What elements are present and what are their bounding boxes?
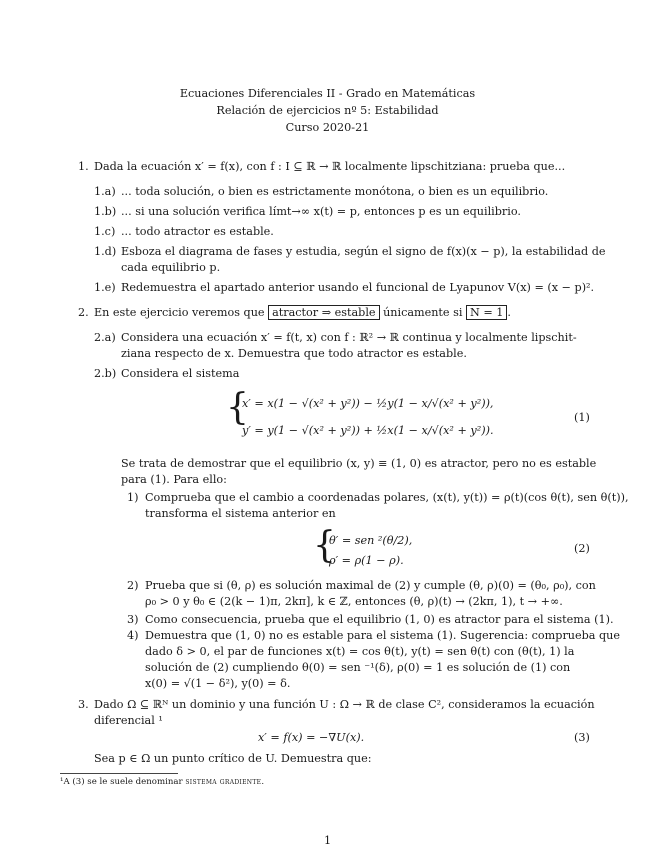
footnote-end: . <box>261 777 265 787</box>
footnote-smallcaps: sistema gradiente <box>185 777 262 786</box>
ex2b-text: Considera el sistema <box>121 367 240 380</box>
system1-brace: { <box>226 387 249 428</box>
footnote-mark: ¹ <box>60 777 64 787</box>
page-number: 1 <box>323 834 332 847</box>
ex2b-label: 2.b) <box>94 367 117 380</box>
footnote-rule <box>60 773 178 774</box>
ex1-item-label: 1.d) <box>94 245 117 258</box>
ex1-item-text: Redemuestra el apartado anterior usando el funcional de Lyapunov V(x) = (x − p)². <box>121 281 595 294</box>
ex3-text: Dado Ω ⊆ ℝᴺ un dominio y una función U : Ω → ℝ de clase C², consideramos la ecuación <box>94 698 595 711</box>
sub-text-cont: x(0) = √(1 − δ²), y(0) = δ. <box>145 677 291 690</box>
sub-label: 4) <box>127 629 139 642</box>
system2-line1: θ′ = sen ²(θ/2), <box>329 534 413 547</box>
sub-label: 1) <box>127 491 139 504</box>
system2-tag: (2) <box>574 542 590 555</box>
ex2-intro-end: . <box>507 306 511 319</box>
header-line-2: Relación de ejercicios nº 5: Estabilidad <box>216 104 439 117</box>
ex3-equation-tag: (3) <box>574 731 590 744</box>
ex1-intro: Dada la ecuación x′ = f(x), con f : I ⊆ ℝ → ℝ localmente lipschitziana: prueba que... <box>94 160 566 173</box>
sub-text-cont: dado δ > 0, el par de funciones x(t) = cos θ(t), y(t) = sen θ(t) con (θ(t), 1) la <box>145 645 575 658</box>
sub-text-cont: solución de (2) cumpliendo θ(0) = sen ⁻¹(δ), ρ(0) = 1 es solución de (1) con <box>145 661 571 674</box>
sub-text: Comprueba que el cambio a coordenadas polares, (x(t), y(t)) = ρ(t)(cos θ(t), sen θ(t)), <box>145 491 629 504</box>
ex1-item-text-cont: cada equilibrio p. <box>121 261 221 274</box>
ex2-intro-mid: únicamente si <box>383 306 463 319</box>
ex2b-para: Se trata de demostrar que el equilibrio (x, y) ≡ (1, 0) es atractor, pero no es estable <box>121 457 597 470</box>
ex1-item-text: ... todo atractor es estable. <box>121 225 274 238</box>
ex2a-text-cont: ziana respecto de x. Demuestra que todo atractor es estable. <box>121 347 467 360</box>
ex2-number: 2. <box>78 306 89 319</box>
ex1-number: 1. <box>78 160 89 173</box>
ex2a-text: Considera una ecuación x′ = f(t, x) con f : ℝ² → ℝ continua y localmente lipschit- <box>121 331 577 344</box>
ex3-last: Sea p ∈ Ω un punto crítico de U. Demuestra que: <box>94 752 372 765</box>
sub-text-cont: transforma el sistema anterior en <box>145 507 336 520</box>
sub-text: Prueba que si (θ, ρ) es solución maximal de (2) y cumple (θ, ρ)(0) = (θ₀, ρ₀), con <box>145 579 596 592</box>
ex1-item-label: 1.a) <box>94 185 116 198</box>
system2-brace: { <box>313 525 336 566</box>
header-line-3: Curso 2020-21 <box>285 121 370 134</box>
header-line-1: Ecuaciones Diferenciales II - Grado en Matemáticas <box>179 87 476 100</box>
ex3-text-cont: diferencial ¹ <box>94 714 163 727</box>
footnote <box>60 776 264 788</box>
sub-text-cont: ρ₀ > 0 y θ₀ ∈ (2(k − 1)π, 2kπ], k ∈ ℤ, entonces (θ, ρ)(t) → (2kπ, 1), t → +∞. <box>145 595 563 608</box>
ex1-item-text: Esboza el diagrama de fases y estudia, según el signo de f(x)(x − p), la estabilidad de <box>121 245 606 258</box>
ex2-box-n: N = 1 <box>466 305 507 320</box>
system2-line2: ρ′ = ρ(1 − ρ). <box>329 554 404 567</box>
ex2-intro <box>94 305 511 320</box>
ex2-intro-pre: En este ejercicio veremos que <box>94 306 265 319</box>
sub-text: Como consecuencia, prueba que el equilibrio (1, 0) es atractor para el sistema (1). <box>145 613 614 626</box>
ex2b-para-cont: para (1). Para ello: <box>121 473 227 486</box>
sub-label: 3) <box>127 613 139 626</box>
system1-line2: y′ = y(1 − √(x² + y²)) + ½x(1 − x/√(x² + y²)). <box>242 424 494 437</box>
ex1-item-label: 1.c) <box>94 225 116 238</box>
footnote-text: A (3) se le suele denominar <box>63 777 186 787</box>
system1-line1: x′ = x(1 − √(x² + y²)) − ½y(1 − x/√(x² + y²)), <box>242 397 494 410</box>
ex2a-label: 2.a) <box>94 331 116 344</box>
system1-tag: (1) <box>574 411 590 424</box>
ex3-equation: x′ = f(x) = −∇U(x). <box>258 731 365 744</box>
ex1-item-label: 1.e) <box>94 281 116 294</box>
ex3-number: 3. <box>78 698 89 711</box>
sub-label: 2) <box>127 579 139 592</box>
sub-text: Demuestra que (1, 0) no es estable para el sistema (1). Sugerencia: comprueba que <box>145 629 620 642</box>
ex1-item-text: ... si una solución verifica límt→∞ x(t) = p, entonces p es un equilibrio. <box>121 205 521 218</box>
ex1-item-label: 1.b) <box>94 205 117 218</box>
ex1-item-text: ... toda solución, o bien es estrictamente monótona, o bien es un equilibrio. <box>121 185 549 198</box>
ex2-box-atractor: atractor ⇒ estable <box>268 305 379 320</box>
